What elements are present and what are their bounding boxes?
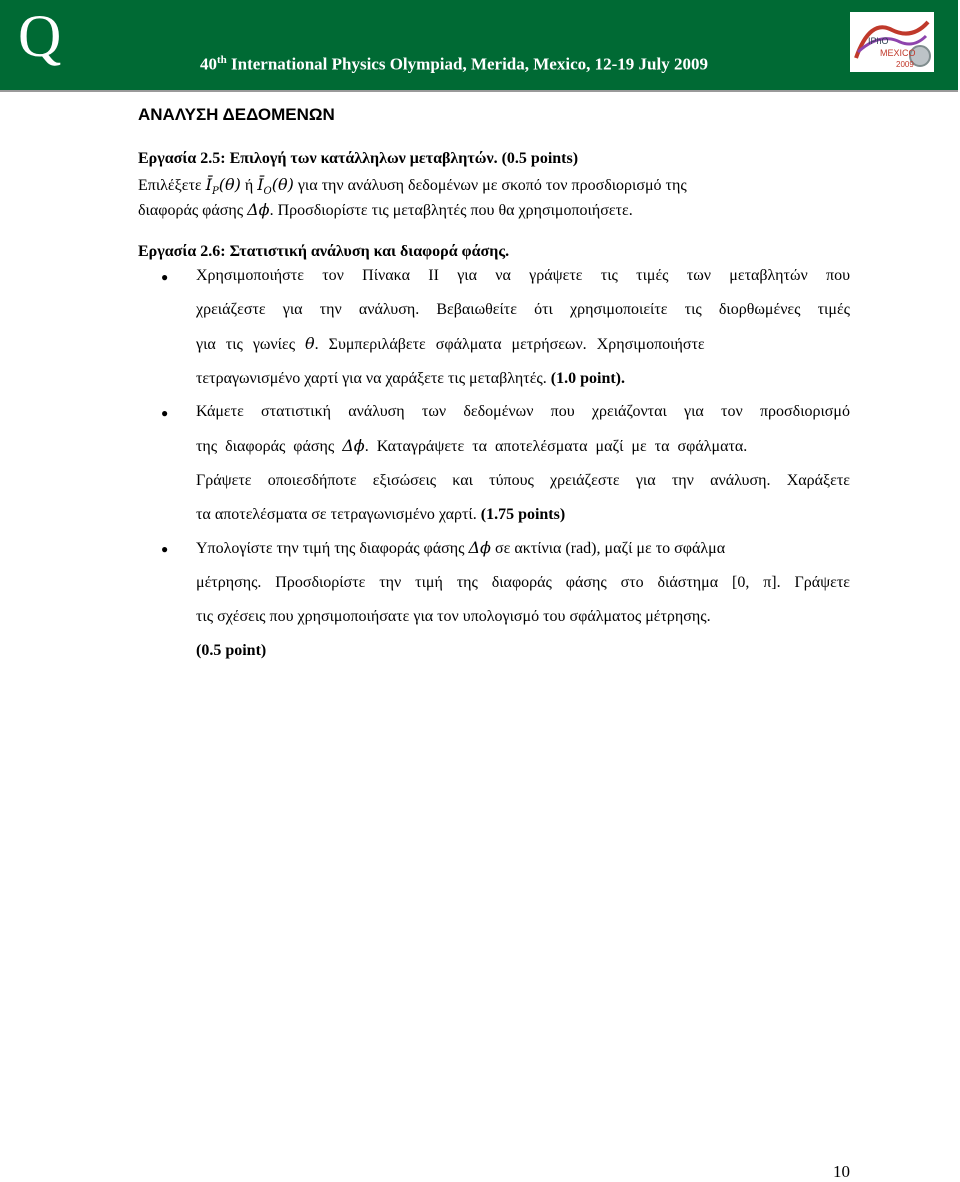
bullet-1-text xyxy=(196,259,850,396)
text-or: ή xyxy=(240,177,258,194)
delta-phi-symbol: Δϕ xyxy=(342,436,365,455)
text: . Συμπεριλάβετε σφάλματα μετρήσεων. Χρησιμοποιήστε xyxy=(314,336,705,353)
task-2-6-title: Εργασία 2.6: Στατιστική ανάλυση και διαφορά φάσης. xyxy=(138,243,510,260)
bullet-1-row xyxy=(196,362,850,396)
var-io-symbol: Ī xyxy=(257,175,264,194)
header-q-letter: Q xyxy=(18,3,62,69)
bullet-2-dot: ● xyxy=(161,406,169,420)
bullet-2-text xyxy=(196,395,850,532)
page-header xyxy=(0,0,958,92)
points: (1.0 point). xyxy=(546,370,625,387)
text: της διαφοράς φάσης xyxy=(196,438,343,455)
page-number: 10 xyxy=(833,1162,850,1181)
bullet-2-row xyxy=(196,429,850,464)
bullet-3-text xyxy=(196,531,850,668)
text: σε ακτίνια (rad), μαζί με το σφάλμα xyxy=(490,540,726,557)
delta-phi-symbol: Δϕ xyxy=(468,538,491,557)
bullet-2-row xyxy=(196,498,850,532)
var-io xyxy=(257,175,272,198)
bullet-2-row: Γράψετε οποιεσδήποτε εξισώσεις και τύπους χρειάζεστε για την ανάλυση. Χαράξετε xyxy=(196,472,850,489)
var-ip xyxy=(205,175,219,198)
text: Υπολογίστε την τιμή της διαφοράς φάσης xyxy=(196,540,469,557)
text: διαφοράς φάσης xyxy=(138,202,248,219)
bullet-1-row xyxy=(196,327,850,362)
task-2-5-line2 xyxy=(138,200,633,220)
task-2-5-line1 xyxy=(138,175,687,197)
bullet-1-dot: ● xyxy=(161,270,169,284)
text: για την ανάλυση δεδομένων με σκοπό τον προσδιορισμό της xyxy=(293,177,687,194)
var-ip-sub: P xyxy=(211,186,219,198)
bullet-3-row xyxy=(196,531,850,566)
text: τετραγωνισμένο χαρτί για να χαράξετε τις μεταβλητές. xyxy=(196,370,547,387)
bullet-3-dot: ● xyxy=(161,542,169,556)
header-title-num: 40 xyxy=(200,54,217,74)
header-title xyxy=(200,54,708,75)
var-io-arg: (θ) xyxy=(271,175,294,194)
task-2-5-title: Εργασία 2.5: Επιλογή των κατάλληλων μεταβλητών. (0.5 points) xyxy=(138,150,579,167)
header-title-rest: International Physics Olympiad, Merida, Mexico, 12-19 July 2009 xyxy=(226,54,708,74)
theta-symbol: θ xyxy=(305,334,315,353)
bullet-1-row: χρειάζεστε για την ανάλυση. Βεβαιωθείτε ότι χρησιμοποιείτε τις διορθωμένες τιμές xyxy=(196,301,850,318)
bullet-3-row: τις σχέσεις που χρησιμοποιήσατε για τον υπολογισμό του σφάλματος μέτρησης. xyxy=(196,608,711,625)
bullet-2-row: Κάμετε στατιστική ανάλυση των δεδομένων που χρειάζονται για τον προσδιορισμό xyxy=(196,403,850,420)
text: . Καταγράψετε τα αποτελέσματα μαζί με τα σφάλματα. xyxy=(364,438,748,455)
delta-phi-symbol: Δϕ xyxy=(247,200,270,219)
points: (0.5 point) xyxy=(196,642,267,659)
text: Επιλέξετε xyxy=(138,177,206,194)
text: τα αποτελέσματα σε τετραγωνισμένο χαρτί. xyxy=(196,506,477,523)
text: για τις γωνίες xyxy=(196,336,306,353)
var-ip-symbol: Ī xyxy=(205,175,212,194)
bullet-3-row: μέτρησης. Προσδιορίστε την τιμή της διαφοράς φάσης στο διάστημα [0, π]. Γράψετε xyxy=(196,574,850,591)
var-io-sub: O xyxy=(263,186,272,198)
svg-text:MEXICO: MEXICO xyxy=(880,48,916,58)
section-heading: ΑΝΑΛΥΣΗ ΔΕΔΟΜΕΝΩΝ xyxy=(138,105,335,124)
text: . Προσδιορίστε τις μεταβλητές που θα χρησιμοποιήσετε. xyxy=(269,202,633,219)
svg-text:IPhO: IPhO xyxy=(868,36,889,46)
ipho-logo xyxy=(850,12,934,72)
header-title-sup: th xyxy=(217,54,227,66)
points: (1.75 points) xyxy=(476,506,566,523)
bullet-1-row: Χρησιμοποιήστε τον Πίνακα ΙΙ για να γράψετε τις τιμές των μεταβλητών που xyxy=(196,267,850,284)
var-ip-arg: (θ) xyxy=(218,175,241,194)
svg-text:2009: 2009 xyxy=(896,60,914,69)
